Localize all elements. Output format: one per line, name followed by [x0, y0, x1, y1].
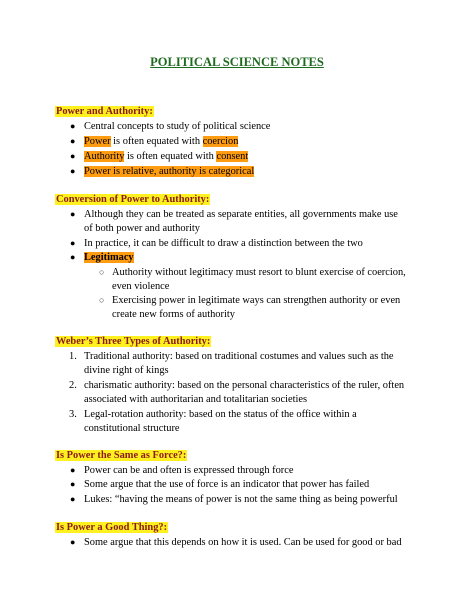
list-number: 1.	[69, 351, 77, 362]
numbered-item: Traditional authority: based on traditional costumes and values such as the	[84, 351, 394, 362]
sub-list-item: Authority without legitimacy must resort to blunt exercise of coercion,	[112, 267, 406, 278]
list-item: Lukes: “having the means of power is not the same thing as being powerful	[84, 494, 398, 505]
sub-list-item-continuation: even violence	[112, 281, 170, 292]
sub-bullet-icon: ○	[99, 295, 105, 305]
bullet-icon: ●	[70, 121, 76, 131]
highlight-consent: consent	[216, 151, 249, 162]
numbered-item: charismatic authority: based on the personal characteristics of the ruler, often	[84, 380, 405, 391]
section-heading-power-force	[55, 449, 187, 462]
list-item: Some argue that the use of force is an indicator that power has failed	[84, 479, 370, 490]
bullet-icon: ●	[70, 166, 76, 176]
list-item: In practice, it can be difficult to draw a distinction between the two	[84, 238, 363, 249]
list-item	[84, 150, 248, 163]
list-item: Although they can be treated as separate entities, all governments make use	[84, 209, 398, 220]
list-number: 3.	[69, 409, 77, 420]
section-heading-conversion	[55, 193, 210, 206]
highlight-coercion: coercion	[202, 136, 239, 147]
bullet-icon: ●	[70, 151, 76, 161]
heading-text: Weber’s Three Types of Authority:	[56, 336, 211, 347]
bullet-icon: ●	[70, 479, 76, 489]
numbered-item-continuation: associated with authoritarian and totalitarian societies	[84, 394, 308, 405]
bullet-icon: ●	[70, 537, 76, 547]
list-item-continuation: of both power and authority	[84, 223, 201, 234]
text-run: is often equated with	[110, 136, 203, 147]
list-number: 2.	[69, 380, 77, 391]
list-item	[84, 165, 254, 178]
bullet-icon: ●	[70, 209, 76, 219]
list-item	[84, 135, 238, 148]
text-run: is often equated with	[124, 151, 217, 162]
bullet-icon: ●	[70, 238, 76, 248]
section-heading-power-authority	[55, 105, 154, 118]
highlight-legitimacy: Legitimacy	[84, 252, 134, 263]
sub-bullet-icon: ○	[99, 267, 105, 277]
highlight-authority: Authority	[84, 151, 125, 162]
numbered-item: Legal-rotation authority: based on the status of the office within a	[84, 409, 357, 420]
heading-text: Is Power a Good Thing?:	[56, 522, 168, 533]
list-item	[84, 251, 134, 264]
bullet-icon: ●	[70, 494, 76, 504]
highlight-relative: Power is relative, authority is categorical	[84, 166, 255, 177]
highlight-power: Power	[84, 136, 111, 147]
section-heading-weber	[55, 335, 211, 348]
heading-text: Power and Authority:	[56, 106, 153, 117]
list-item: Some argue that this depends on how it is used. Can be used for good or bad	[84, 537, 402, 548]
page-title: POLITICAL SCIENCE NOTES	[150, 55, 324, 69]
bullet-icon: ●	[70, 252, 76, 262]
list-item: Central concepts to study of political science	[84, 121, 271, 132]
list-item: Power can be and often is expressed through force	[84, 465, 294, 476]
bullet-icon: ●	[70, 465, 76, 475]
heading-text: Conversion of Power to Authority:	[56, 194, 210, 205]
numbered-item-continuation: divine right of kings	[84, 365, 169, 376]
bullet-icon: ●	[70, 136, 76, 146]
sub-list-item-continuation: create new forms of authority	[112, 309, 235, 320]
numbered-item-continuation: constitutional structure	[84, 423, 180, 434]
heading-text: Is Power the Same as Force?:	[56, 450, 187, 461]
sub-list-item: Exercising power in legitimate ways can strengthen authority or even	[112, 295, 401, 306]
section-heading-power-good	[55, 521, 168, 534]
